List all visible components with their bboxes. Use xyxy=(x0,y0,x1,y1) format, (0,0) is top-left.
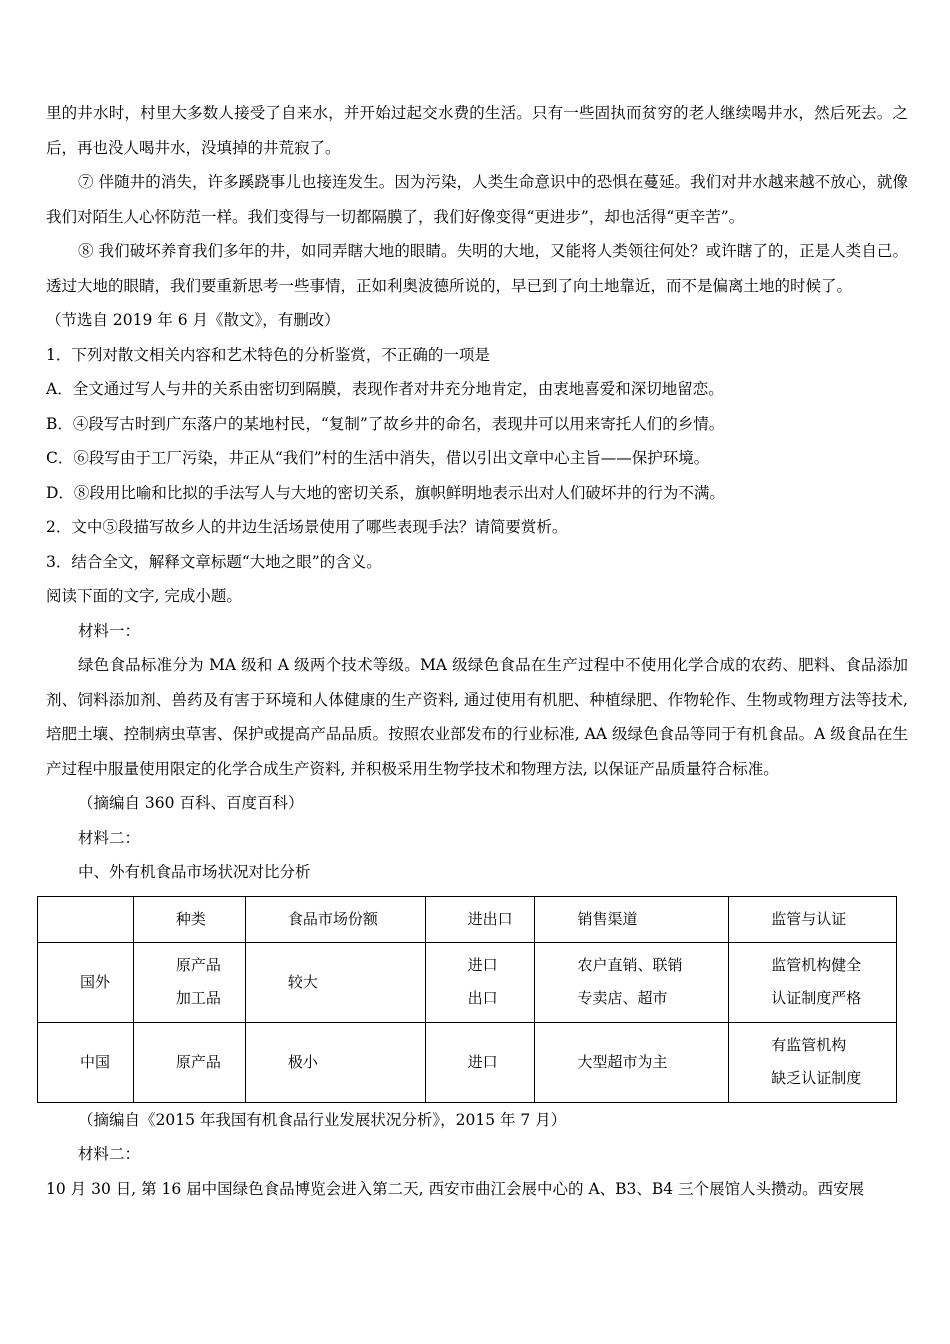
cell-line: 认证制度严格 xyxy=(771,989,862,1007)
cell-line: 进口 xyxy=(467,1052,498,1071)
material-2-title: 材料二： xyxy=(78,828,141,847)
table-header-share: 食品市场份额 xyxy=(245,896,425,942)
option-d: D．⑧段用比喻和比拟的手法写人与大地的密切关系，旗帜鲜明地表示出对人们破坏井的行为不满。 xyxy=(46,483,725,502)
question-1: 1．下列对散文相关内容和艺术特色的分析鉴赏，不正确的一项是 xyxy=(46,345,490,364)
question-3: 3．结合全文，解释文章标题“大地之眼”的含义。 xyxy=(46,552,382,571)
table-cell-trade xyxy=(425,942,535,1022)
cell-line: 专卖店、超市 xyxy=(577,989,668,1007)
table-header-blank xyxy=(38,896,134,942)
table-cell-regulation xyxy=(729,942,897,1022)
paragraph-7: ⑦ 伴随井的消失，许多蹊跷事儿也接连发生。因为污染，人类生命意识中的恐惧在蔓延。我们对井水越来越不放心，就像我们对陌生人心怀防范一样。我们变得与一切都隔膜了，我们好像变得“更进步”，却也活得“更辛苦”。 xyxy=(46,173,908,226)
cell-line: 监管机构健全 xyxy=(771,956,862,974)
table-cell-channel xyxy=(535,942,729,1022)
source-note: （节选自 2019 年 6 月《散文》，有删改） xyxy=(46,311,340,329)
table-header-regulation: 监管与认证 xyxy=(729,896,897,942)
cell-line: 大型超市为主 xyxy=(577,1052,668,1071)
reading-intro: 阅读下面的文字, 完成小题。 xyxy=(46,587,242,605)
cell-line: 缺乏认证制度 xyxy=(771,1069,862,1087)
table-row xyxy=(38,1022,897,1102)
table-header-trade: 进出口 xyxy=(425,896,535,942)
cell-line: 加工品 xyxy=(175,989,221,1007)
table-cell-share: 较大 xyxy=(245,942,425,1022)
document-page xyxy=(46,96,908,1206)
table-cell-regulation xyxy=(729,1022,897,1102)
cell-line: 进口 xyxy=(467,956,498,974)
material-1-body: 绿色食品标准分为 MA 级和 A 级两个技术等级。MA 级绿色食品在生产过程中不使用化学合成的农药、肥料、食品添加剂、饲料添加剂、兽药及有害于环境和人体健康的生产资料, 通过使用有机肥、种植绿肥、作物轮作、生物或物理方法等技术, 培肥土壤、控制病虫草害、保护或提高产品品质。按照农业部发布的行业标准, AA 级绿色食品等同于有机食品。A 级食品在生产过程中服量使用限定的化学合成生产资料, 并积极采用生物学技术和物理方法, 以保证产品质量符合标准。 xyxy=(46,656,908,778)
table-cell-trade xyxy=(425,1022,535,1102)
table-cell-kind xyxy=(133,1022,245,1102)
table-row xyxy=(38,942,897,1022)
option-b: B．④段写古时到广东落户的某地村民，“复制”了故乡井的命名，表现井可以用来寄托人们的乡情。 xyxy=(46,414,725,433)
table-cell-region: 中国 xyxy=(38,1022,134,1102)
table-cell-share: 极小 xyxy=(245,1022,425,1102)
paragraph-continuation: 里的井水时，村里大多数人接受了自来水，并开始过起交水费的生活。只有一些固执而贫穷的老人继续喝井水，然后死去。之后，再也没人喝井水，没填掉的井荒寂了。 xyxy=(46,104,908,157)
table-cell-kind xyxy=(133,942,245,1022)
table-title: 中、外有机食品市场状况对比分析 xyxy=(78,863,311,881)
cell-line: 原产品 xyxy=(175,1052,221,1071)
material-3-title: 材料二： xyxy=(78,1145,141,1163)
table-header-row xyxy=(38,896,897,942)
market-comparison-table xyxy=(37,896,908,1103)
material-1-title: 材料一： xyxy=(78,621,141,640)
table-cell-region: 国外 xyxy=(38,942,134,1022)
table-header-kind: 种类 xyxy=(133,896,245,942)
paragraph-8: ⑧ 我们破坏养育我们多年的井，如同弄瞎大地的眼睛。失明的大地，又能将人类领往何处？或许瞎了的，正是人类自己。透过大地的眼睛，我们要重新思考一些事情，正如利奥波德所说的，早已到了向土地靠近，而不是偏离土地的时候了。 xyxy=(46,242,908,295)
option-a: A．全文通过写人与井的关系由密切到隔膜，表现作者对井充分地肯定，由衷地喜爱和深切地留恋。 xyxy=(46,380,724,398)
material-1-source: （摘编自 360 百科、百度百科） xyxy=(78,794,304,812)
question-2: 2．文中⑤段描写故乡人的井边生活场景使用了哪些表现手法？请简要赏析。 xyxy=(46,518,568,536)
material-3-body: 10 月 30 日, 第 16 届中国绿色食品博览会进入第二天, 西安市曲江会展中心的 A、B3、B4 三个展馆人头攒动。西安展 xyxy=(46,1179,865,1198)
option-c: C．⑥段写由于工厂污染，井正从“我们”村的生活中消失，借以引出文章中心主旨——保护环境。 xyxy=(46,449,710,467)
cell-line: 原产品 xyxy=(175,956,221,974)
material-2-source: （摘编自《2015 年我国有机食品行业发展状况分析》，2015 年 7 月） xyxy=(78,1110,567,1129)
cell-line: 农户直销、联销 xyxy=(577,956,683,974)
cell-line: 有监管机构 xyxy=(771,1036,847,1054)
table-header-channel: 销售渠道 xyxy=(535,896,729,942)
table-cell-channel xyxy=(535,1022,729,1102)
cell-line: 出口 xyxy=(467,989,498,1007)
